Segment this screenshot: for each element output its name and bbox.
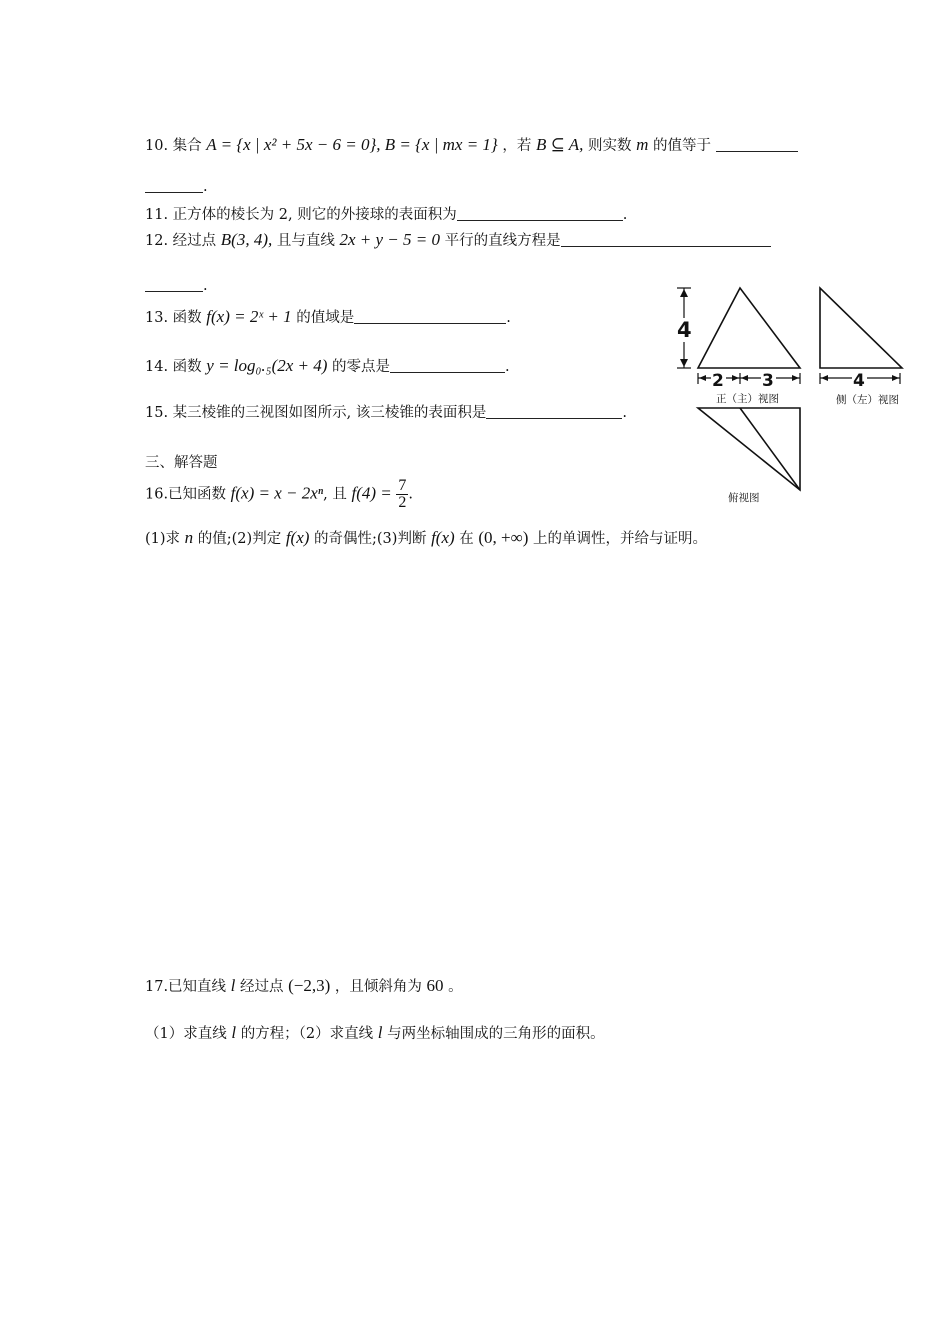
- q16-part1: (1)求: [145, 531, 181, 547]
- side-base-label: 4: [853, 371, 865, 391]
- q12-line: 2x + y − 5 = 0: [339, 230, 440, 249]
- q12-point: B(3, 4),: [220, 230, 273, 249]
- q10-suffix: 的值等于: [653, 138, 712, 154]
- q16-condition: f(4) =: [351, 483, 392, 503]
- q17-part1b: 的方程；（2）求直线: [240, 1026, 374, 1042]
- front-base-arrow-4: [792, 375, 799, 381]
- side-view-triangle: [820, 288, 902, 368]
- question-16-parts: [145, 527, 707, 548]
- front-base-arrow-1: [699, 375, 706, 381]
- front-base-arrow-2: [732, 375, 739, 381]
- height-arrow-top: [680, 289, 688, 297]
- q12-tail: .: [203, 278, 208, 294]
- q11-tail: .: [622, 207, 628, 223]
- question-10: [145, 134, 798, 155]
- q14-tail: .: [505, 359, 510, 375]
- q17-mid2: ，且倾斜角为: [334, 979, 422, 995]
- q12-mid: 且与直线: [276, 233, 335, 249]
- q10-answer-blank: [716, 137, 798, 152]
- height-arrow-bottom: [680, 359, 688, 367]
- question-17: [145, 975, 463, 996]
- q16-part2b: 的奇偶性;(3)判断: [314, 531, 427, 547]
- front-base-arrow-3: [741, 375, 748, 381]
- q16-cond-tail: .: [408, 486, 413, 503]
- q10-mid: ，若: [502, 138, 532, 154]
- q12-answer-blank: [561, 232, 771, 247]
- q13-suffix: 的值域是: [296, 310, 355, 326]
- q16-part1b: 的值;(2)判定: [197, 531, 282, 547]
- q11-text: 11. 正方体的棱长为 2, 则它的外接球的表面积为: [145, 207, 457, 223]
- q17-angle: 60: [426, 976, 444, 995]
- q16-n: n: [184, 528, 194, 547]
- q16-prefix: 16.已知函数: [145, 486, 227, 503]
- question-14: [145, 355, 510, 376]
- q17-end: 。: [448, 979, 463, 995]
- q10-formula: A = {x | x² + 5x − 6 = 0}, B = {x | mx = 1}: [206, 135, 498, 154]
- side-view-caption: 侧（左）视图: [836, 394, 899, 406]
- q17-l-3: l: [377, 1023, 383, 1042]
- q14-prefix: 14. 函数: [145, 359, 202, 375]
- q15-text: 15. 某三棱锥的三视图如图所示, 该三棱锥的表面积是: [145, 405, 487, 421]
- q15-tail: .: [622, 405, 627, 421]
- q16-frac-den: 2: [398, 494, 407, 511]
- q16-at: 在: [459, 531, 474, 547]
- q10-var: m: [636, 135, 649, 154]
- q16-fx1: f(x): [285, 528, 310, 547]
- front-view-caption: 正（主）视图: [716, 393, 779, 405]
- q10-tail: .: [203, 179, 208, 195]
- three-view-figure: [668, 282, 918, 512]
- q17-l: l: [230, 976, 236, 995]
- q17-l-2: l: [231, 1023, 237, 1042]
- q12-prefix: 12. 经过点: [145, 233, 217, 249]
- side-base-arrow-right: [892, 375, 899, 381]
- front-view: [677, 288, 800, 384]
- q14-suffix: 的零点是: [332, 359, 391, 375]
- side-view: [820, 288, 902, 384]
- top-view-caption: 俯视图: [728, 492, 760, 504]
- q17-prefix: 17.已知直线: [145, 979, 227, 995]
- q13-prefix: 13. 函数: [145, 310, 202, 326]
- front-base-left-label: 2: [712, 371, 724, 391]
- q14-answer-blank: [390, 358, 505, 373]
- q11-answer-blank: [457, 206, 623, 221]
- q16-fraction: [396, 478, 408, 511]
- q13-tail: .: [506, 310, 511, 326]
- q17-point: (−2,3): [288, 976, 331, 995]
- q16-part3b: 上的单调性，并给与证明。: [533, 531, 708, 547]
- question-10-continued: [145, 178, 208, 195]
- question-12-continued: [145, 277, 208, 294]
- q16-fx2: f(x): [431, 528, 455, 547]
- q16-interval: (0, +∞): [478, 528, 529, 547]
- front-view-triangle: [698, 288, 800, 368]
- question-13: [145, 306, 511, 327]
- side-base-arrow-left: [821, 375, 828, 381]
- q17-part2b: 与两坐标轴围成的三角形的面积。: [387, 1026, 605, 1042]
- height-label: 4: [677, 318, 692, 342]
- q10-answer-blank-2: [145, 178, 203, 193]
- q12-suffix: 平行的直线方程是: [444, 233, 561, 249]
- question-17-parts: [145, 1022, 605, 1043]
- q10-condition: B ⊆ A,: [535, 135, 584, 154]
- question-12: [145, 229, 771, 250]
- question-15: [145, 401, 627, 422]
- question-16: [145, 478, 413, 511]
- question-11: [145, 203, 627, 224]
- q10-prefix: 10. 集合: [145, 138, 202, 154]
- top-view: [698, 408, 800, 490]
- q16-frac-num: 7: [398, 477, 407, 494]
- q13-answer-blank: [354, 309, 506, 324]
- q17-part1: （1）求直线: [145, 1026, 227, 1042]
- q10-after: 则实数: [588, 138, 632, 154]
- q14-formula: y = log₀.₅(2x + 4): [206, 356, 328, 375]
- q17-mid: 经过点: [240, 979, 284, 995]
- q12-answer-blank-2: [145, 277, 203, 292]
- q16-formula: f(x) = x − 2xⁿ: [230, 483, 324, 503]
- q13-formula: f(x) = 2ˣ + 1: [206, 307, 292, 326]
- front-base-right-label: 3: [762, 371, 774, 391]
- q15-answer-blank: [486, 404, 622, 419]
- q16-mid: , 且: [323, 486, 347, 503]
- section-3-title: 三、解答题: [145, 455, 218, 471]
